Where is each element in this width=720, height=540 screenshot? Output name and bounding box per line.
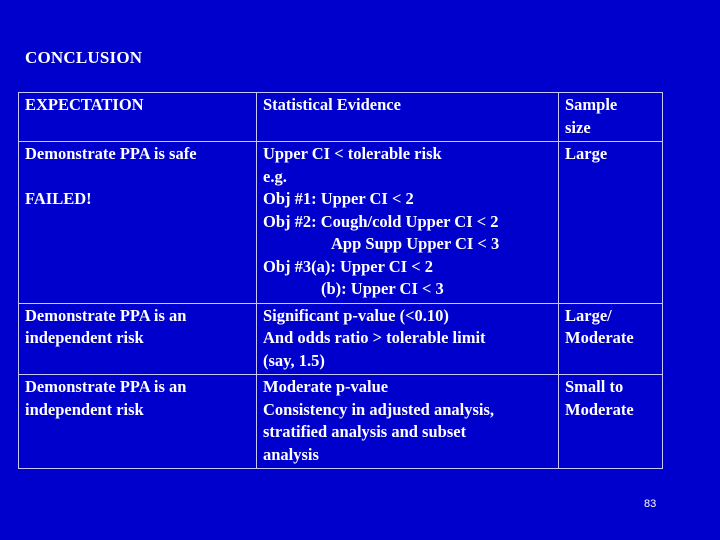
- header-sample-size: [559, 93, 663, 142]
- table-row: [19, 142, 663, 304]
- header-sample-line: size: [565, 117, 591, 137]
- expectation-text: independent risk: [25, 328, 144, 347]
- sample-size-text: Large: [565, 144, 608, 163]
- sample-size-text: Large/: [565, 305, 612, 325]
- evidence-line: (b): Upper CI < 3: [321, 279, 444, 298]
- evidence-line: Obj #3(a): Upper CI < 2: [263, 256, 433, 276]
- table-header-row: [19, 93, 663, 142]
- expectation-cell: [19, 303, 257, 375]
- evidence-line: stratified analysis and subset: [263, 422, 467, 441]
- sample-size-cell: [559, 142, 663, 304]
- evidence-line: Consistency in adjusted analysis,: [263, 399, 495, 419]
- sample-size-text: Moderate: [565, 328, 634, 347]
- evidence-line: App Supp Upper CI < 3: [331, 234, 500, 253]
- expectation-text: Demonstrate PPA is an: [25, 305, 187, 325]
- evidence-line: e.g.: [263, 166, 287, 186]
- failed-note: FAILED!: [25, 188, 92, 208]
- evidence-cell: [257, 142, 559, 304]
- slide-title: CONCLUSION: [25, 48, 143, 67]
- expectation-cell: [19, 375, 257, 469]
- evidence-line: (say, 1.5): [263, 350, 325, 370]
- evidence-line: And odds ratio > tolerable limit: [263, 328, 486, 347]
- table-row: [19, 375, 663, 469]
- evidence-cell: [257, 303, 559, 375]
- conclusion-table: [18, 92, 663, 469]
- table-row: [19, 303, 663, 375]
- evidence-line: Moderate p-value: [263, 377, 389, 396]
- expectation-text: independent risk: [25, 399, 144, 419]
- evidence-cell: [257, 375, 559, 469]
- sample-size-cell: [559, 375, 663, 469]
- expectation-text: Demonstrate PPA is an: [25, 377, 187, 396]
- header-sample-line: Sample: [565, 95, 618, 114]
- evidence-line: Obj #2: Cough/cold Upper CI < 2: [263, 211, 499, 231]
- expectation-text: Demonstrate PPA is safe: [25, 144, 197, 163]
- evidence-line: Obj #1: Upper CI < 2: [263, 189, 414, 208]
- expectation-cell: [19, 142, 257, 304]
- sample-size-text: Moderate: [565, 399, 634, 419]
- page-number: 83: [644, 498, 657, 510]
- sample-size-cell: [559, 303, 663, 375]
- evidence-line: Significant p-value (<0.10): [263, 305, 449, 325]
- evidence-line: Upper CI < tolerable risk: [263, 144, 442, 163]
- header-expectation: EXPECTATION: [19, 93, 257, 142]
- evidence-line: analysis: [263, 444, 319, 464]
- sample-size-text: Small to: [565, 377, 624, 396]
- header-statistical-evidence: Statistical Evidence: [257, 93, 559, 142]
